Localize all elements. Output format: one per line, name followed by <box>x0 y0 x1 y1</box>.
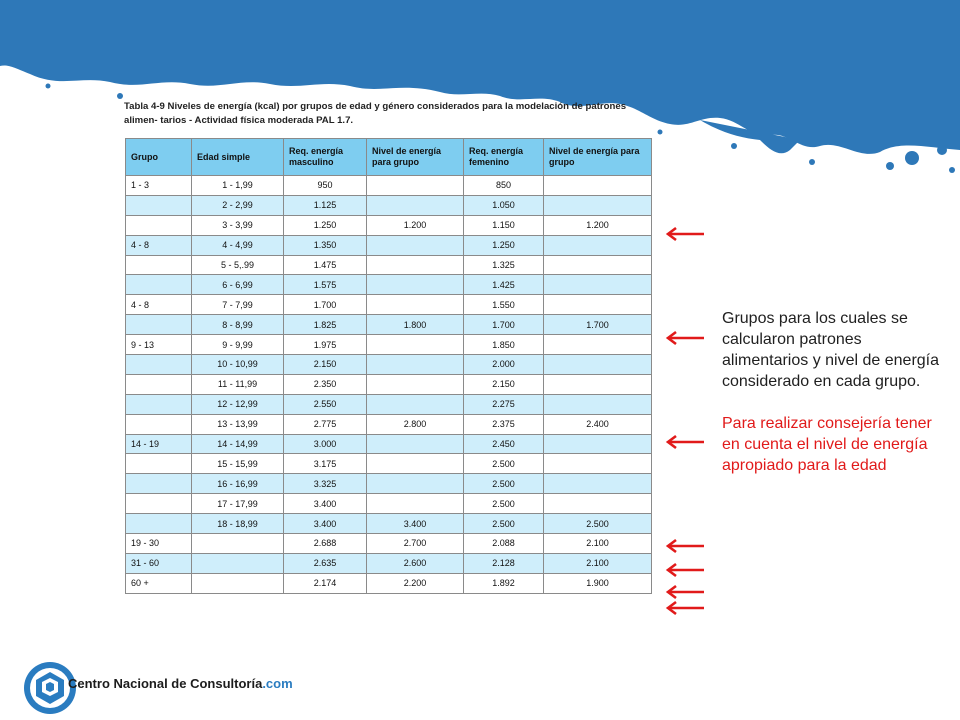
table-cell: 1.425 <box>464 275 544 295</box>
table-cell: 4 - 8 <box>126 235 192 255</box>
table-cell <box>126 255 192 275</box>
table-cell: 1.850 <box>464 335 544 355</box>
table-cell <box>367 295 464 315</box>
table-row <box>126 176 652 196</box>
table-cell: 7 - 7,99 <box>192 295 284 315</box>
table-cell: 15 - 15,99 <box>192 454 284 474</box>
table-cell: 6 - 6,99 <box>192 275 284 295</box>
table-cell: 2.800 <box>367 414 464 434</box>
table-cell: 19 - 30 <box>126 534 192 554</box>
column-header: Edad simple <box>192 139 284 176</box>
table-cell: 2.400 <box>544 414 652 434</box>
table-cell <box>126 374 192 394</box>
table-cell: 1.050 <box>464 195 544 215</box>
table-row <box>126 454 652 474</box>
table-cell: 2.000 <box>464 355 544 375</box>
table-cell: 1.250 <box>464 235 544 255</box>
table-cell: 1.200 <box>367 215 464 235</box>
table-cell: 13 - 13,99 <box>192 414 284 434</box>
table-cell: 2.500 <box>464 474 544 494</box>
table-title: Tabla 4-9 Niveles de energía (kcal) por grupos de edad y género considerados para la modelación de patrones alimen- tarios - Actividad física moderada PAL 1.7. <box>124 101 627 126</box>
column-header: Grupo <box>126 139 192 176</box>
table-cell <box>367 275 464 295</box>
table-cell <box>544 176 652 196</box>
table-cell <box>192 573 284 593</box>
table-cell: 2 - 2,99 <box>192 195 284 215</box>
advice-line: en cuenta el nivel de energía <box>722 436 928 453</box>
note-line: calcularon patrones <box>722 331 862 348</box>
table-cell <box>126 215 192 235</box>
table-cell: 8 - 8,99 <box>192 315 284 335</box>
table-cell: 2.500 <box>464 514 544 534</box>
table-cell <box>367 374 464 394</box>
table-cell: 11 - 11,99 <box>192 374 284 394</box>
table-cell: 9 - 13 <box>126 335 192 355</box>
table-cell: 2.500 <box>464 494 544 514</box>
groups-note <box>722 308 960 392</box>
column-header: Nivel de energía para grupo <box>367 139 464 176</box>
table-cell: 16 - 16,99 <box>192 474 284 494</box>
left-arrow-icon <box>664 434 706 450</box>
left-arrow-icon <box>664 584 706 600</box>
logo-text <box>68 676 293 691</box>
left-arrow-icon <box>664 330 706 346</box>
table-row <box>126 374 652 394</box>
table-cell: 1.892 <box>464 573 544 593</box>
table-cell: 1.150 <box>464 215 544 235</box>
table-cell: 3.175 <box>284 454 367 474</box>
left-arrow-icon <box>664 600 706 616</box>
table-cell <box>367 176 464 196</box>
table-cell: 1.350 <box>284 235 367 255</box>
table-cell <box>126 195 192 215</box>
table-cell: 1.700 <box>284 295 367 315</box>
logo-domain: .com <box>262 676 293 691</box>
column-header: Nivel de energía para grupo <box>544 139 652 176</box>
advice-note <box>722 413 960 476</box>
table-cell: 14 - 19 <box>126 434 192 454</box>
column-header: Req. energía femenino <box>464 139 544 176</box>
table-cell: 3.400 <box>284 514 367 534</box>
table-cell: 3.400 <box>284 494 367 514</box>
table-cell <box>126 474 192 494</box>
table-cell: 2.100 <box>544 534 652 554</box>
table-cell: 2.150 <box>284 355 367 375</box>
table-cell <box>544 434 652 454</box>
table-cell: 1.800 <box>367 315 464 335</box>
table-cell <box>126 514 192 534</box>
table-cell: 4 - 4,99 <box>192 235 284 255</box>
table-cell <box>126 275 192 295</box>
table-cell <box>367 454 464 474</box>
table-cell: 10 - 10,99 <box>192 355 284 375</box>
table-header-row <box>126 139 652 176</box>
table-cell <box>544 454 652 474</box>
table-cell: 1 - 3 <box>126 176 192 196</box>
table-cell: 850 <box>464 176 544 196</box>
table-cell: 2.350 <box>284 374 367 394</box>
table-cell: 2.550 <box>284 394 367 414</box>
table-row <box>126 275 652 295</box>
table-cell: 2.775 <box>284 414 367 434</box>
note-line: alimentarios y nivel de energía <box>722 352 940 369</box>
table-cell: 1.550 <box>464 295 544 315</box>
table-cell <box>544 335 652 355</box>
table-cell <box>367 355 464 375</box>
table-cell: 2.375 <box>464 414 544 434</box>
table-cell <box>367 235 464 255</box>
table-cell <box>126 315 192 335</box>
table-cell: 17 - 17,99 <box>192 494 284 514</box>
table-row <box>126 553 652 573</box>
note-text <box>722 308 960 476</box>
table-cell: 1.900 <box>544 573 652 593</box>
table-cell <box>126 414 192 434</box>
table-cell <box>544 235 652 255</box>
table-row <box>126 255 652 275</box>
table-cell: 1.325 <box>464 255 544 275</box>
table-row <box>126 295 652 315</box>
table-cell: 31 - 60 <box>126 553 192 573</box>
table-cell <box>544 355 652 375</box>
table-cell: 1.700 <box>464 315 544 335</box>
table-row <box>126 474 652 494</box>
table-cell: 1 - 1,99 <box>192 176 284 196</box>
table-row <box>126 235 652 255</box>
logo-name: Centro Nacional de Consultoría <box>68 676 263 691</box>
table-cell <box>544 474 652 494</box>
table-cell: 2.200 <box>367 573 464 593</box>
table-cell: 2.128 <box>464 553 544 573</box>
table-row <box>126 414 652 434</box>
table-cell <box>367 255 464 275</box>
table-cell: 1.825 <box>284 315 367 335</box>
energy-levels-table <box>125 138 652 594</box>
table-cell: 2.500 <box>464 454 544 474</box>
table-cell: 2.635 <box>284 553 367 573</box>
table-row <box>126 434 652 454</box>
table-cell <box>544 275 652 295</box>
table-cell <box>544 374 652 394</box>
table-row <box>126 315 652 335</box>
table-cell: 14 - 14,99 <box>192 434 284 454</box>
advice-line: Para realizar consejería tener <box>722 415 932 432</box>
table-cell <box>126 394 192 414</box>
table-cell: 3 - 3,99 <box>192 215 284 235</box>
table-cell: 2.100 <box>544 553 652 573</box>
table-cell: 2.174 <box>284 573 367 593</box>
table-cell: 1.700 <box>544 315 652 335</box>
note-line: considerado en cada grupo. <box>722 373 921 390</box>
table-row <box>126 494 652 514</box>
table-cell: 3.000 <box>284 434 367 454</box>
note-line: Grupos para los cuales se <box>722 310 908 327</box>
table-row <box>126 355 652 375</box>
table-cell <box>544 394 652 414</box>
table-cell: 5 - 5,.99 <box>192 255 284 275</box>
table-cell <box>126 494 192 514</box>
left-arrow-icon <box>664 562 706 578</box>
table-cell <box>126 355 192 375</box>
table-cell: 2.600 <box>367 553 464 573</box>
table-cell: 2.088 <box>464 534 544 554</box>
table-cell: 1.125 <box>284 195 367 215</box>
table-row <box>126 195 652 215</box>
table-cell: 1.575 <box>284 275 367 295</box>
table-cell: 2.150 <box>464 374 544 394</box>
table-row <box>126 394 652 414</box>
table-cell <box>367 474 464 494</box>
left-arrow-icon <box>664 226 706 242</box>
table-cell: 4 - 8 <box>126 295 192 315</box>
table-cell: 2.450 <box>464 434 544 454</box>
table-cell <box>544 255 652 275</box>
table-cell <box>544 195 652 215</box>
table-cell: 12 - 12,99 <box>192 394 284 414</box>
table-cell: 2.500 <box>544 514 652 534</box>
table-cell <box>367 394 464 414</box>
table-cell: 9 - 9,99 <box>192 335 284 355</box>
table-cell <box>544 295 652 315</box>
table-cell: 18 - 18,99 <box>192 514 284 534</box>
table-cell <box>367 195 464 215</box>
table-cell: 1.250 <box>284 215 367 235</box>
table-row <box>126 534 652 554</box>
table-cell <box>192 534 284 554</box>
table-row <box>126 514 652 534</box>
table-cell: 60 + <box>126 573 192 593</box>
advice-line: apropiado para la edad <box>722 457 887 474</box>
table-cell <box>367 494 464 514</box>
table-cell <box>192 553 284 573</box>
table-cell <box>367 335 464 355</box>
table-row <box>126 573 652 593</box>
table-cell: 2.275 <box>464 394 544 414</box>
table-cell: 3.325 <box>284 474 367 494</box>
table-cell: 3.400 <box>367 514 464 534</box>
table-cell <box>367 434 464 454</box>
table-cell: 2.700 <box>367 534 464 554</box>
left-arrow-icon <box>664 538 706 554</box>
column-header: Req. energía masculino <box>284 139 367 176</box>
table-row <box>126 215 652 235</box>
table-cell: 950 <box>284 176 367 196</box>
table-cell: 1.200 <box>544 215 652 235</box>
table-row <box>126 335 652 355</box>
table-cell <box>544 494 652 514</box>
table-cell <box>126 454 192 474</box>
table-cell: 2.688 <box>284 534 367 554</box>
table-cell: 1.975 <box>284 335 367 355</box>
table-cell: 1.475 <box>284 255 367 275</box>
